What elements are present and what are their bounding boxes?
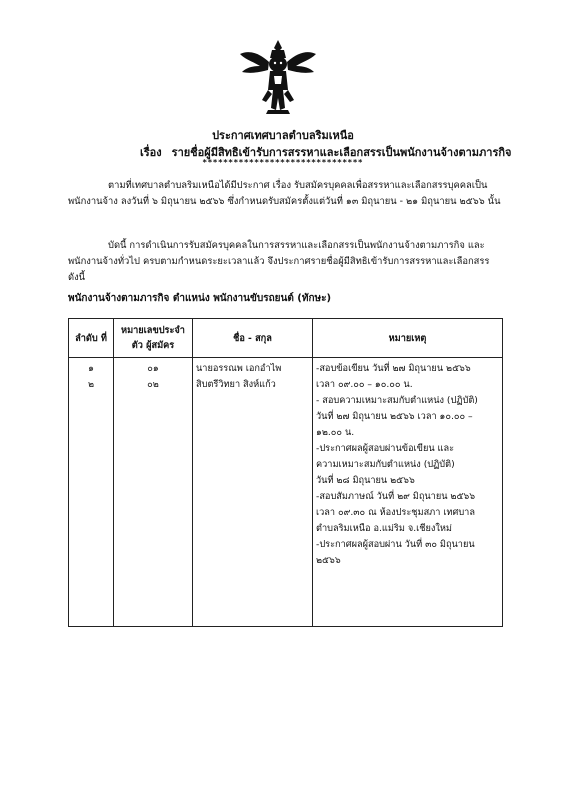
- candidates-table: [68, 318, 503, 627]
- garuda-emblem-icon: [238, 38, 318, 116]
- remark-cell: [313, 358, 503, 627]
- remark-line: วันที่ ๒๗ มิถุนายน ๒๕๖๖ เวลา ๑๐.๐๐ –: [316, 411, 473, 422]
- paragraph-2: บัดนี้ การดำเนินการรับสมัครบุคคลในการสรรหาและเลือกสรรเป็นพนักงานจ้างตามภารกิจ และพนักงานจ้างทั่วไป ครบตามกำหนดระยะเวลาแล้ว จึงประกาศรายชื่อผู้มีสิทธิเข้ารับการสรรหาและเลือกสรร ดังนี้: [68, 240, 490, 283]
- separator: *******************************: [202, 158, 364, 167]
- remark-line: เวลา ๐๙.๐๐ – ๑๐.๐๐ น.: [316, 379, 413, 390]
- header-remark: หมายเหตุ: [313, 319, 503, 358]
- remark-line: -ประกาศผลผู้สอบผ่านข้อเขียน และ: [316, 443, 455, 454]
- no-cell: [69, 358, 114, 627]
- remark-line: เวลา ๐๙.๓๐ ณ ห้องประชุมสภา เทศบาล: [316, 507, 475, 518]
- remark-line: ๒๕๖๖: [316, 555, 341, 566]
- subject-text: รายชื่อผู้มีสิทธิเข้ารับการสรรหาและเลือกสรรเป็นพนักงานจ้างตามภารกิจ: [171, 146, 512, 159]
- announcement-title: ประกาศเทศบาลตำบลริมเหนือ: [212, 129, 354, 142]
- paragraph-1: ตามที่เทศบาลตำบลริมเหนือได้มีประกาศ เรื่อง รับสมัครบุคคลเพื่อสรรหาและเลือกสรรบุคคลเป็นพนักงานจ้าง ลงวันที่ ๖ มิถุนายน ๒๕๖๖ ซึ่งกำหนดรับสมัครตั้งแต่วันที่ ๑๓ มิถุนายน - ๒๑ มิถุนายน ๒๕๖๖ นั้น: [68, 180, 501, 207]
- remark-line: -ประกาศผลผู้สอบผ่าน วันที่ ๓๐ มิถุนายน: [316, 539, 475, 550]
- row-app-no: ๐๒: [147, 379, 159, 390]
- table-header-row: [69, 319, 503, 358]
- header-no: ลำดับ ที่: [69, 319, 114, 358]
- section-title: พนักงานจ้างตามภารกิจ ตำแหน่ง พนักงานขับรถยนต์ (ทักษะ): [68, 293, 332, 304]
- remark-line: วันที่ ๒๘ มิถุนายน ๒๕๖๖: [316, 475, 415, 486]
- header-name: ชื่อ - สกุล: [193, 319, 313, 358]
- app-no-cell: [114, 358, 193, 627]
- table-row: [69, 358, 503, 627]
- row-app-no: ๐๑: [147, 363, 159, 374]
- remark-line: ความเหมาะสมกับตำแหน่ง (ปฏิบัติ): [316, 459, 455, 470]
- remark-line: - สอบความเหมาะสมกับตำแหน่ง (ปฏิบัติ): [316, 395, 478, 406]
- name-cell: [193, 358, 313, 627]
- remark-line: ตำบลริมเหนือ อ.แม่ริม จ.เชียงใหม่: [316, 523, 452, 534]
- remark-line: -สอบสัมภาษณ์ วันที่ ๒๙ มิถุนายน ๒๕๖๖: [316, 491, 476, 502]
- row-no: ๒: [87, 379, 95, 390]
- row-name: สิบตรีวิทยา สิงห์แก้ว: [196, 379, 276, 390]
- header-app-no: หมายเลขประจำตัว ผู้สมัคร: [114, 319, 193, 358]
- remark-line: -สอบข้อเขียน วันที่ ๒๗ มิถุนายน ๒๕๖๖: [316, 363, 471, 374]
- subject-label: เรื่อง: [140, 146, 162, 159]
- row-no: ๑: [88, 363, 94, 374]
- remark-line: ๑๒.๐๐ น.: [316, 427, 355, 438]
- row-name: นายอรรณพ เอกอำไพ: [196, 363, 282, 374]
